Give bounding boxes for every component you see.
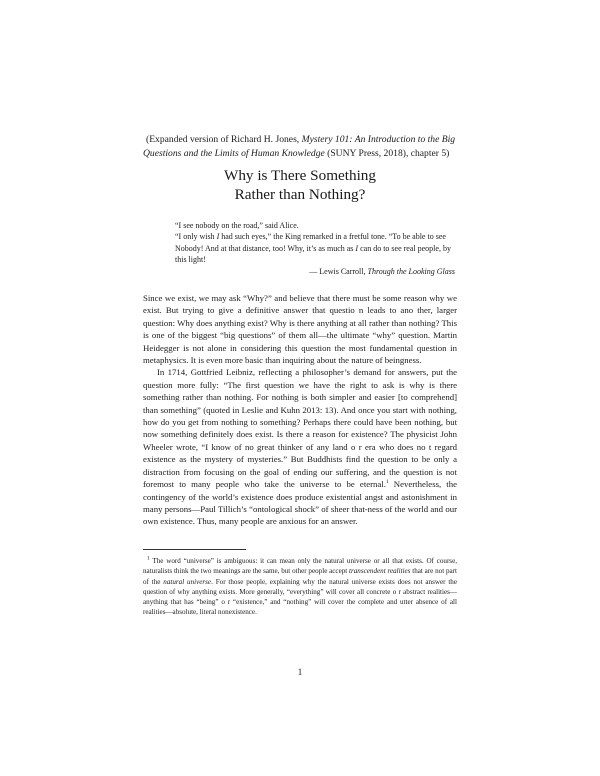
epigraph-text: had such eyes,” the King remarked in a fretful tone. “To be able to see Nobody! And at that distance, too! Why, it’s as much as: [175, 232, 446, 253]
footnote-divider: [143, 549, 246, 550]
body-text: [143, 292, 457, 528]
epigraph: [175, 220, 455, 277]
footnote-text: . For those people, explaining why the natural universe exists does not answer the question of why anything exists. More generally, “everything” will cover all concrete o r abstract realities—anything that has “being” o r “existence,” and “nothing” will cover the complete and utter absence of all realities—absolute, literal nonexistence.: [143, 577, 458, 617]
epigraph-emphasis: I: [216, 232, 220, 242]
footnote-text: that are not part of the: [143, 567, 457, 586]
paragraph-1: Since we exist, we may ask “Why?” and believe that there must be some reason why we exist. But trying to give a definitive answer that questio n leads to ano ther, larger question: Why does anything exist? Why is there anything at all rather than nothing? This is one of the biggest “big questions” of them all—the ultimate “why” question. Martin Heidegger is not alone in considering this question the most fundamental question in metaphysics. It is even more basic than inquiring about the nature of beingness.: [143, 293, 457, 366]
source-book-title: Mystery 101: An Introduction to the Big Questions and the Limits of Human Knowledge: [143, 134, 456, 159]
paragraph-2: [143, 366, 457, 527]
attribution-author: — Lewis Carroll,: [309, 267, 368, 277]
epigraph-line-1: “I see nobody on the road,” said Alice.: [175, 221, 299, 230]
footnote-marker: 1: [147, 555, 150, 562]
source-note-suffix: (SUNY Press, 2018), chapter 5): [324, 148, 450, 159]
source-note: [143, 133, 463, 161]
page-title: [0, 166, 600, 204]
paragraph-2-text: Nevertheless, the contingency of the world’s existence does produce existential angst and astonishment in many persons—Paul Tillich’s “ontological shock” of sheer that-ness of the world and our own existence. Thus, many people are anxious for an answer.: [143, 479, 457, 527]
page-number: 1: [297, 667, 303, 677]
epigraph-text: “I only wish: [175, 232, 217, 242]
footnote-reference[interactable]: 1: [385, 479, 389, 486]
footnote-text: The word “universe” is ambiguous: it can mean only the natural universe or all that exists. Of course, naturalists think the two meanings are the same, but other people accept: [143, 557, 457, 576]
paragraph-2-text: In 1714, Gottfried Leibniz, reflecting a philosopher’s demand for answers, put the question more fully: “The first question we have the right to ask is why is there something rather than nothing. For nothing is both simpler and easier [to comprehend] than something” (quoted in Leslie and Kuhn 2013: 13). And once you start with nothing, how do you get from nothing to something? Perhaps there could have been nothing, but now something definitely does exist. Is there a reason for existence? The physicist John Wheeler wrote, “I know of no great thinker of any land o r era who does no t regard existence as the mystery of mysteries.” But Buddhists find the question to be only a distraction from focusing on the goal of ending our suffering, and the question is not foremost to many people who take the universe to be eternal.: [143, 367, 457, 490]
epigraph-text: can do to see real people, by this light!: [175, 243, 451, 264]
attribution-title: Through the Looking Glass: [367, 267, 455, 277]
source-note-prefix: (Expanded version of Richard H. Jones,: [146, 134, 302, 145]
footnote: [143, 556, 457, 618]
footnote-emphasis: natural universe: [163, 577, 212, 586]
title-line-1: Why is There Something: [224, 167, 376, 184]
epigraph-line-2: [175, 231, 455, 265]
title-line-2: Rather than Nothing?: [234, 186, 366, 203]
epigraph-emphasis: I: [355, 243, 359, 253]
epigraph-attribution: [175, 266, 455, 277]
footnote-emphasis: transcendent realities: [349, 567, 411, 576]
